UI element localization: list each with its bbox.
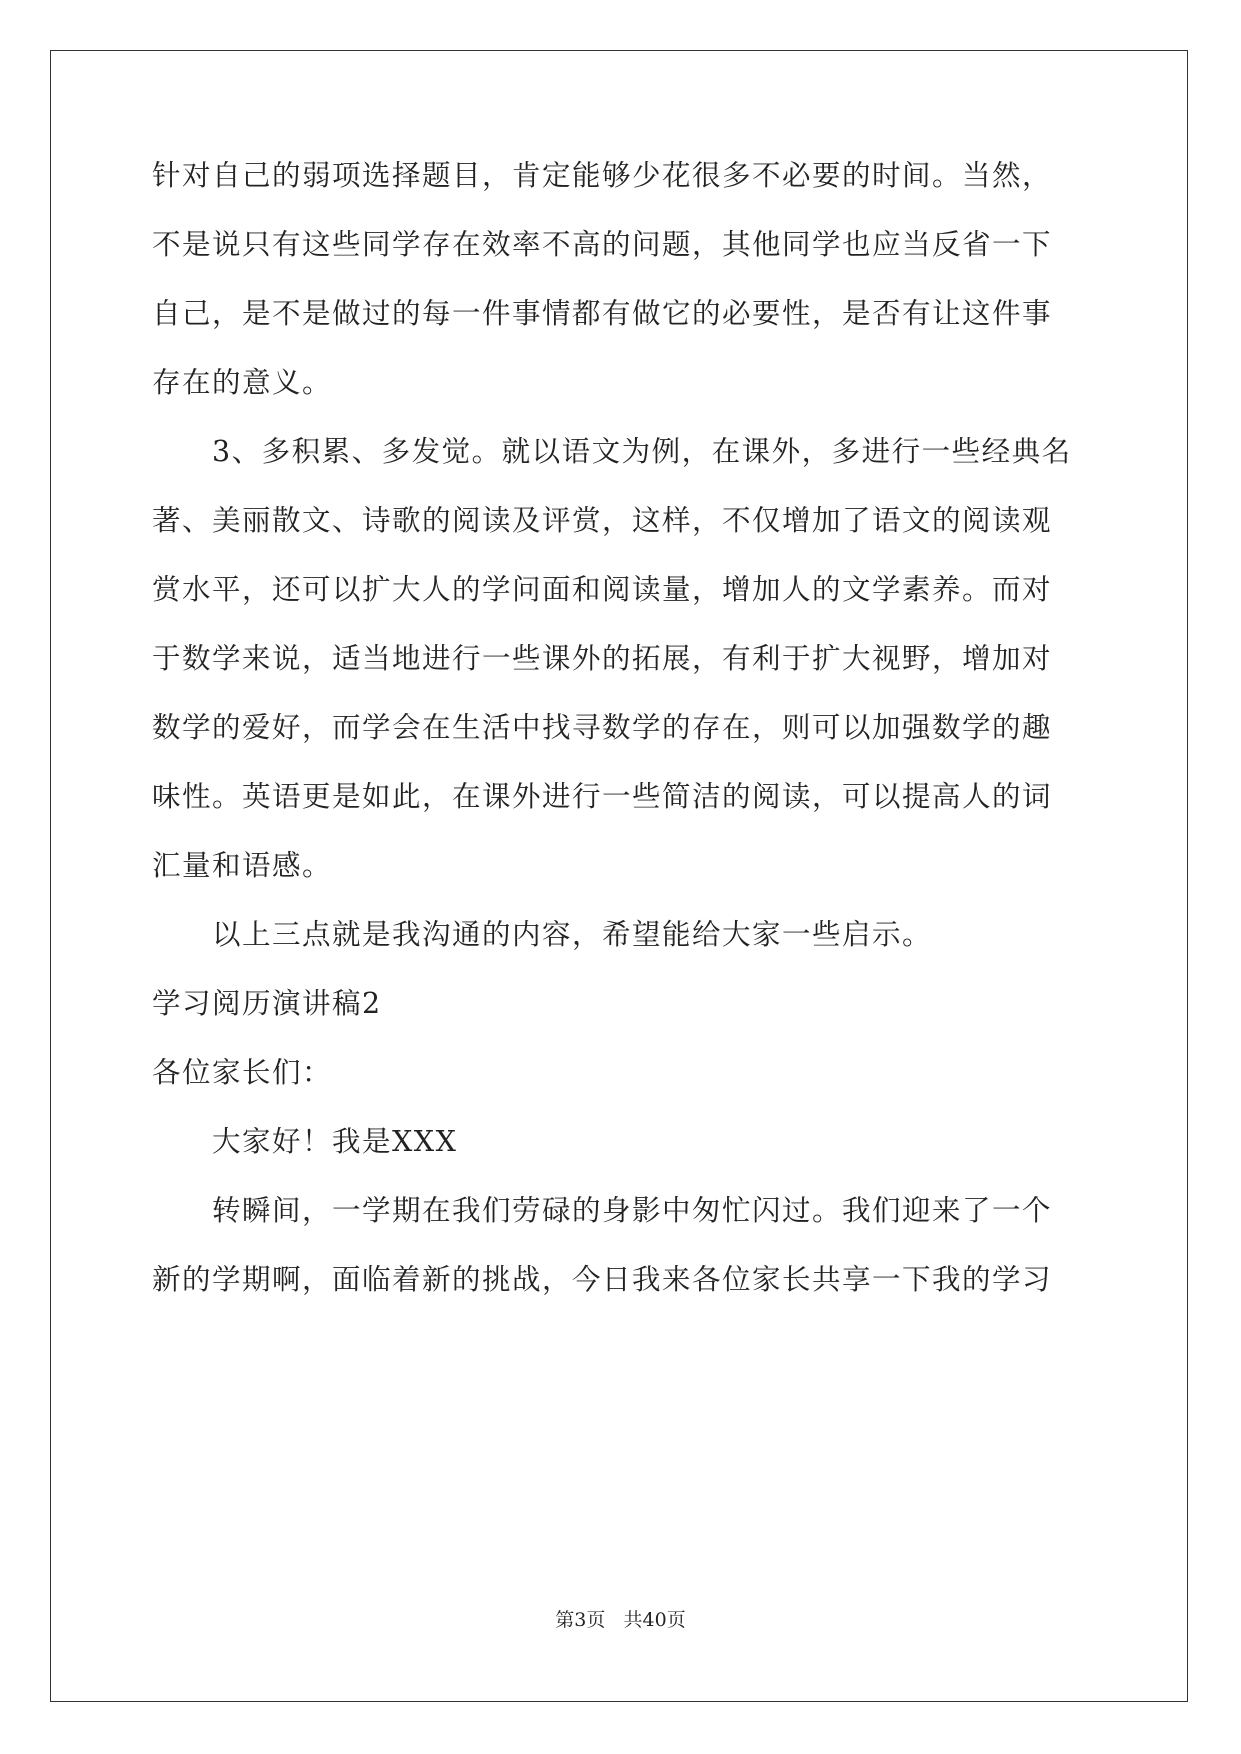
body-line-17: 新的学期啊，面临着新的挑战，今日我来各位家长共享一下我的学习 bbox=[152, 1263, 1053, 1296]
body-line-2: 不是说只有这些同学存在效率不高的问题，其他同学也应当反省一下 bbox=[152, 228, 1053, 261]
body-line-16: 转瞬间，一学期在我们劳碌的身影中匆忙闪过。我们迎来了一个 bbox=[212, 1194, 1053, 1227]
page-footer bbox=[0, 1608, 1241, 1632]
body-line-1: 针对自己的弱项选择题目，肯定能够少花很多不必要的时间。当然， bbox=[152, 159, 1053, 192]
section-heading: 学习阅历演讲稿2 bbox=[152, 987, 382, 1020]
salutation: 各位家长们： bbox=[152, 1056, 333, 1089]
body-line-9: 数学的爱好，而学会在生活中找寻数学的存在，则可以加强数学的趣 bbox=[152, 711, 1053, 744]
page-number: 第3页 bbox=[555, 1609, 606, 1631]
greeting-line: 大家好！我是XXX bbox=[212, 1125, 458, 1158]
paragraph-3-start: 3、多积累、多发觉。就以语文为例，在课外，多进行一些经典名 bbox=[212, 435, 1072, 468]
page-total: 共40页 bbox=[623, 1609, 686, 1631]
body-line-6: 著、美丽散文、诗歌的阅读及评赏，这样，不仅增加了语文的阅读观 bbox=[152, 504, 1053, 537]
body-line-7: 赏水平，还可以扩大人的学问面和阅读量，增加人的文学素养。而对 bbox=[152, 573, 1053, 606]
body-line-11: 汇量和语感。 bbox=[152, 849, 333, 882]
body-line-3: 自己，是不是做过的每一件事情都有做它的必要性，是否有让这件事 bbox=[152, 297, 1053, 330]
body-line-10: 味性。英语更是如此，在课外进行一些简洁的阅读，可以提高人的词 bbox=[152, 780, 1053, 813]
conclusion-line: 以上三点就是我沟通的内容，希望能给大家一些启示。 bbox=[212, 918, 933, 951]
body-line-4: 存在的意义。 bbox=[152, 366, 333, 399]
body-line-8: 于数学来说，适当地进行一些课外的拓展，有利于扩大视野，增加对 bbox=[152, 642, 1053, 675]
